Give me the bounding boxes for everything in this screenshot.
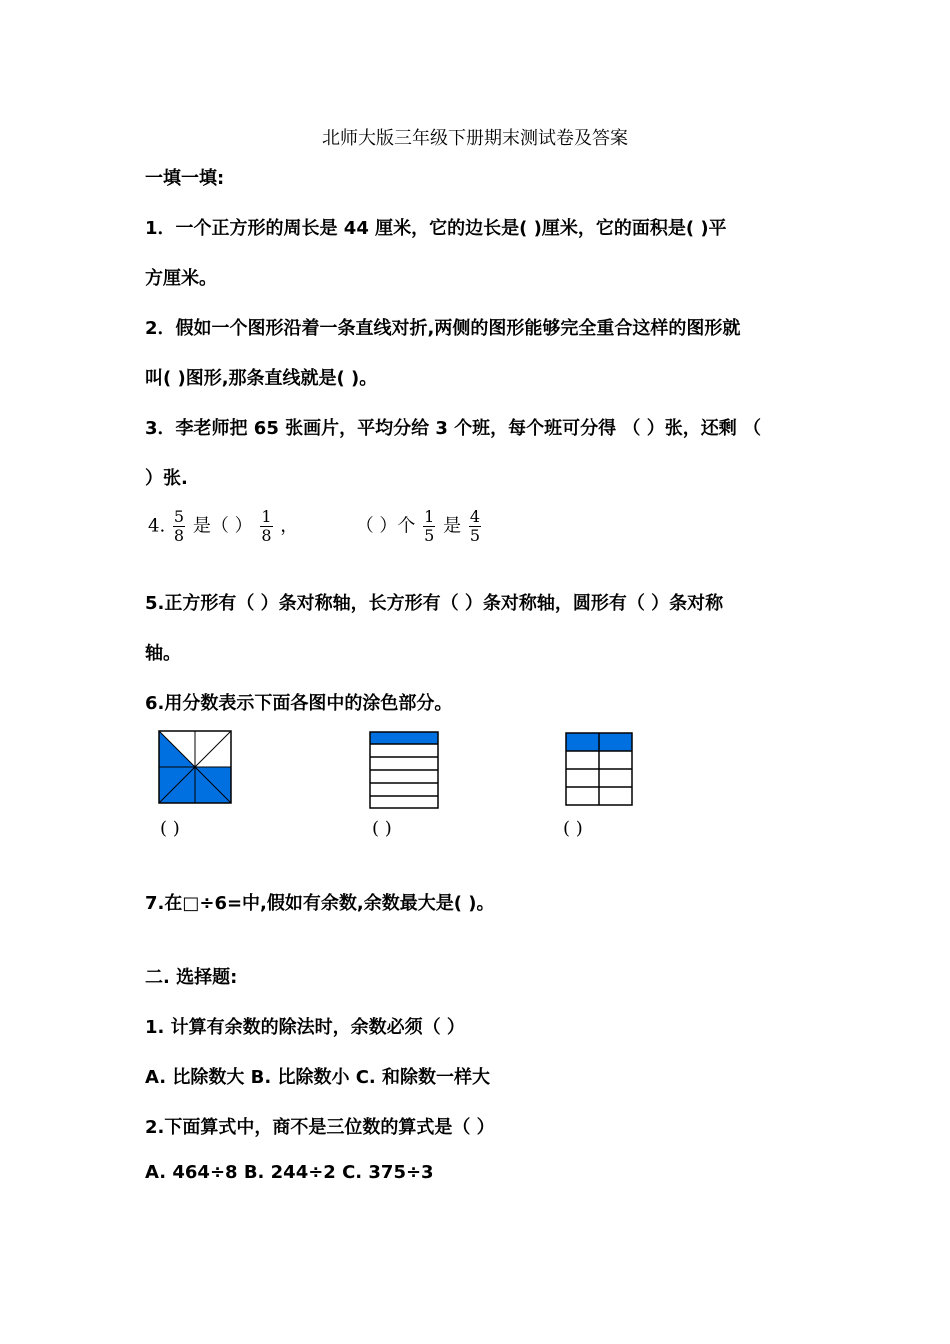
frac-den: 8 (173, 526, 185, 545)
question-1-line2: 方厘米。 (145, 268, 217, 289)
page-title: 北师大版三年级下册期末测试卷及答案 (322, 128, 628, 149)
question-4 (148, 508, 483, 545)
frac-den: 5 (424, 526, 435, 545)
frac-num: 1 (424, 507, 435, 526)
question-3-line1: 3．李老师把 65 张画片，平均分给 3 个班，每个班可分得 （ ）张，还剩 （ (145, 418, 761, 439)
q4-text3: 是 (443, 515, 462, 537)
question-6: 6.用分数表示下面各图中的涂色部分。 (145, 693, 453, 714)
question-7: 7.在□÷6=中,假如有余数,余数最大是( )。 (145, 893, 495, 914)
frac-num: 4 (469, 507, 481, 526)
figure-grid-quarters (564, 731, 636, 807)
question-2-line2: 叫( )图形,那条直线就是( )。 (145, 368, 378, 389)
q4-comma: ， (280, 515, 299, 537)
answer-blank-3: ( ) (563, 818, 583, 839)
frac-num: 5 (173, 507, 185, 526)
choice-question-1: 1. 计算有余数的除法时，余数必须（ ） (145, 1017, 465, 1038)
fraction-four-fifths (469, 508, 481, 545)
fraction-five-eighths (173, 508, 185, 545)
fraction-one-eighth (260, 508, 272, 545)
question-1-line1: 1．一个正方形的周长是 44 厘米，它的边长是( )厘米，它的面积是( )平 (145, 218, 727, 239)
question-5-line2: 轴。 (145, 643, 181, 664)
frac-den: 8 (261, 526, 272, 545)
shaded-strip (370, 732, 438, 744)
fraction-one-fifth (423, 508, 435, 545)
figure-square-eighths (157, 729, 235, 807)
figure-strips-sixths (368, 730, 442, 810)
q4-text1: 是（ ） (192, 515, 253, 537)
question-2-line1: 2．假如一个图形沿着一条直线对折,两侧的图形能够完全重合这样的图形就 (145, 318, 741, 339)
choice-question-1-options: A. 比除数大 B. 比除数小 C. 和除数一样大 (145, 1067, 491, 1088)
frac-num: 1 (261, 507, 272, 526)
q4-text2: （ ）个 (355, 515, 416, 537)
frac-den: 5 (469, 526, 481, 545)
question-3-line2: ）张. (145, 468, 188, 489)
answer-blank-1: ( ) (160, 818, 180, 839)
section2-heading: 二. 选择题: (145, 967, 238, 988)
q4-prefix: 4. (148, 515, 166, 537)
answer-blank-2: ( ) (372, 818, 392, 839)
question-5-line1: 5.正方形有（ ）条对称轴，长方形有（ ）条对称轴，圆形有（ ）条对称 (145, 593, 724, 614)
choice-question-2-options: A. 464÷8 B. 244÷2 C. 375÷3 (145, 1162, 434, 1183)
section1-heading: 一填一填: (145, 168, 225, 189)
choice-question-2: 2.下面算式中，商不是三位数的算式是（ ） (145, 1117, 495, 1138)
